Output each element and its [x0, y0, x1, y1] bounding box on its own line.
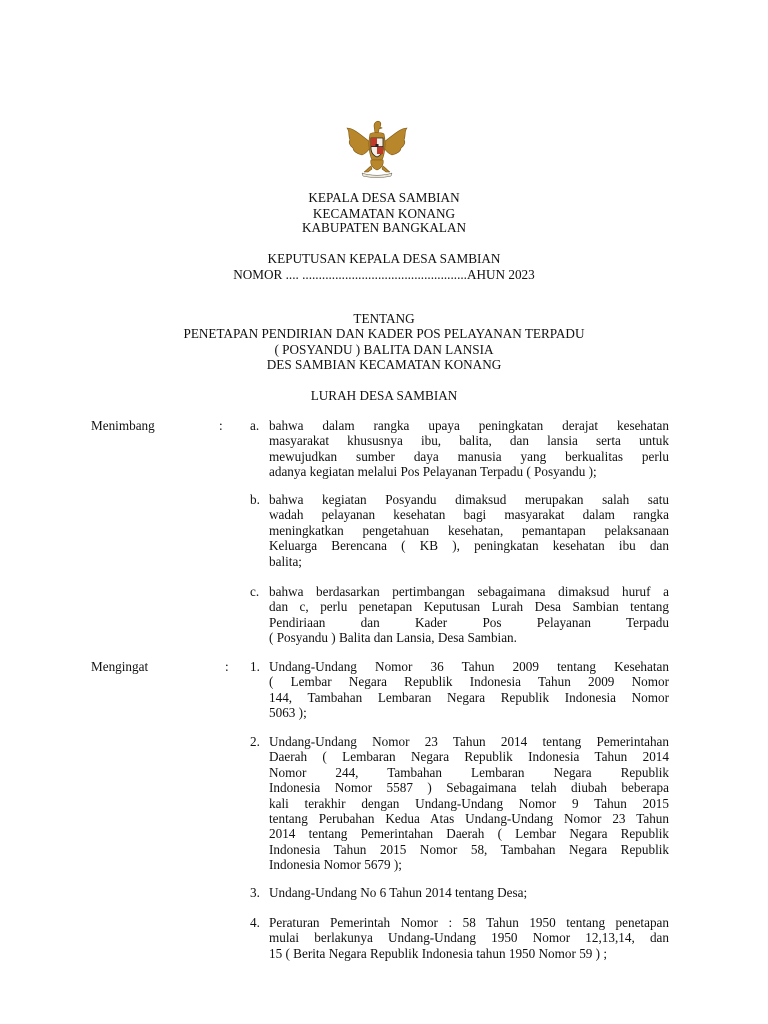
menimbang-item-c [269, 584, 669, 646]
mengingat-item-4-marker: 4. [250, 915, 260, 930]
mengingat-item-3 [269, 885, 669, 900]
decree-title: KEPUTUSAN KEPALA DESA SAMBIAN [267, 251, 501, 266]
text-line: Indonesia Tahun 2015 Nomor 58, Tambahan Negara Republik [269, 841, 669, 857]
menimbang-label: Menimbang [91, 418, 155, 433]
subject-line-2: ( POSYANDU ) BALITA DAN LANSIA [274, 342, 494, 357]
text-line: Indonesia Nomor 5679 ); [269, 857, 402, 873]
text-line: 144, Tambahan Lembaran Negara Republik Indonesia Nomor [269, 689, 669, 705]
issuer-title: LURAH DESA SAMBIAN [310, 388, 458, 403]
menimbang-item-c-marker: c. [250, 584, 260, 599]
text-line: adanya kegiatan melalui Pos Pelayanan Terpadu ( Posyandu ); [269, 464, 597, 480]
authority-line-1: KEPALA DESA SAMBIAN [308, 190, 460, 205]
text-line: Nomor 244, Tambahan Lembaran Negara Republik [269, 764, 669, 780]
text-line: ( Lembar Negara Republik Indonesia Tahun 2009 Nomor [269, 674, 669, 690]
text-line: Undang-Undang Nomor 36 Tahun 2009 tentang Kesehatan [269, 659, 669, 674]
text-line: dan c, perlu penetapan Keputusan Lurah Desa Sambian tentang [269, 599, 669, 615]
text-line: Keluarga Berencana ( KB ), peningkatan kesehatan ibu dan [269, 538, 669, 554]
text-line: 2014 tentang Pemerintahan Daerah ( Lembar Negara Republik [269, 826, 669, 842]
subject-line-1: PENETAPAN PENDIRIAN DAN KADER POS PELAYANAN TERPADU [183, 326, 585, 341]
mengingat-label: Mengingat [91, 659, 149, 674]
mengingat-item-2 [269, 734, 669, 873]
text-line: kali terakhir dengan Undang-Undang Nomor 9 Tahun 2015 [269, 795, 669, 811]
menimbang-item-a-marker: a. [250, 418, 260, 433]
authority-line-3: KABUPATEN BANGKALAN [302, 220, 466, 235]
text-line: 5063 ); [269, 705, 307, 721]
menimbang-item-a [269, 418, 669, 480]
garuda-emblem-icon [344, 118, 410, 178]
text-line: Pendiriaan dan Kader Pos Pelayanan Terpadu [269, 614, 669, 630]
mengingat-item-1-marker: 1. [250, 659, 260, 674]
text-line: ( Posyandu ) Balita dan Lansia, Desa Sambian. [269, 630, 517, 646]
menimbang-item-b [269, 492, 669, 569]
mengingat-item-2-marker: 2. [250, 734, 260, 749]
text-line: bahwa kegiatan Posyandu dimaksud merupakan salah satu [269, 492, 669, 507]
text-line: tentang Perubahan Kedua Atas Undang-Undang Nomor 23 Tahun [269, 811, 669, 827]
text-line: meningkatkan pengetahuan kesehatan, pemantapan pelaksanaan [269, 522, 669, 538]
authority-line-2: KECAMATAN KONANG [312, 206, 456, 221]
mengingat-colon: : [225, 659, 229, 674]
text-line: Undang-Undang No 6 Tahun 2014 tentang Desa; [269, 885, 528, 900]
text-line: Undang-Undang Nomor 23 Tahun 2014 tentang Pemerintahan [269, 734, 669, 749]
text-line: wadah pelayanan kesehatan bagi masyarakat dalam rangka [269, 507, 669, 523]
menimbang-colon: : [219, 418, 223, 433]
mengingat-item-1 [269, 659, 669, 721]
text-line: Peraturan Pemerintah Nomor : 58 Tahun 1950 tentang penetapan [269, 915, 669, 930]
mengingat-item-4 [269, 915, 669, 961]
about-label: TENTANG [353, 311, 415, 326]
subject-line-3: DES SAMBIAN KECAMATAN KONANG [266, 357, 502, 372]
text-line: Indonesia Nomor 5587 ) Sebagaimana telah diubah beberapa [269, 780, 669, 796]
text-line: masyarakat khususnya ibu, balita, dan lansia serta untuk [269, 433, 669, 449]
text-line: mewujudkan sumber daya manusia yang berkualitas perlu [269, 448, 669, 464]
text-line: bahwa dalam rangka upaya peningkatan derajat kesehatan [269, 418, 669, 433]
text-line: bahwa berdasarkan pertimbangan sebagaimana dimaksud huruf a [269, 584, 669, 599]
text-line: balita; [269, 553, 302, 569]
decree-number: NOMOR .... ..................................................AHUN 2023 [233, 267, 535, 282]
menimbang-item-b-marker: b. [250, 492, 260, 507]
text-line: 15 ( Berita Negara Republik Indonesia tahun 1950 Nomor 59 ) ; [269, 945, 608, 961]
text-line: mulai berlakunya Undang-Undang 1950 Nomor 12,13,14, dan [269, 930, 669, 946]
text-line: Daerah ( Lembaran Negara Republik Indonesia Tahun 2014 [269, 749, 669, 765]
mengingat-item-3-marker: 3. [250, 885, 260, 900]
